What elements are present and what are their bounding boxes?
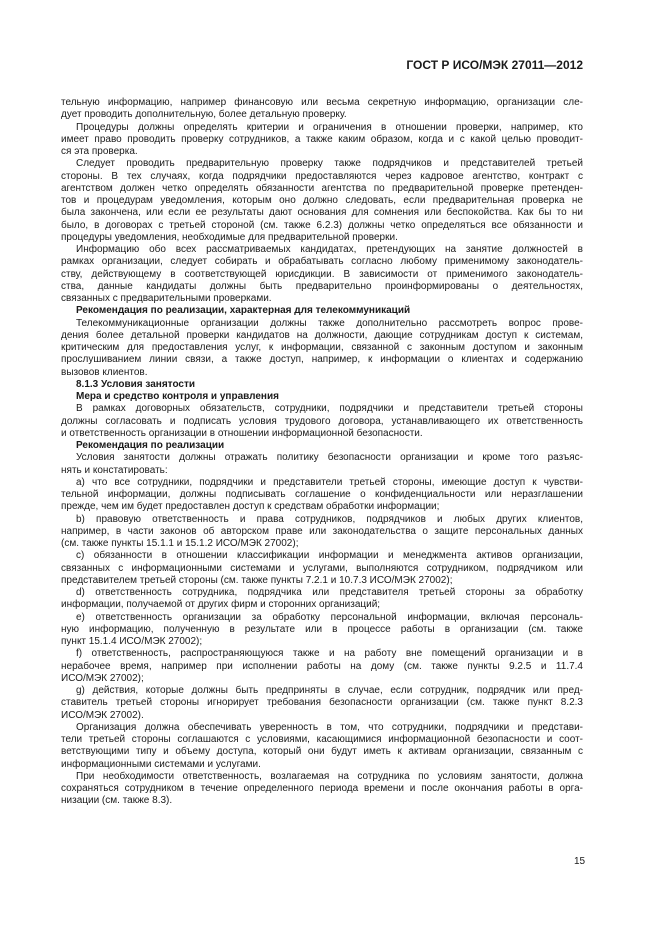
list-item-c: c) обязанности в отношении классификации информации и менеджмента активов организации, bbox=[76, 550, 583, 562]
text-line: ИСО/МЭК 27002). bbox=[61, 709, 144, 721]
text-line: должны согласовать и подписать условия трудового договора, устанавливающего их ответственность bbox=[61, 415, 583, 427]
list-item-b: b) правовую ответственность и права сотрудников, подрядчиков и любых других клиентов, bbox=[76, 513, 583, 525]
text-line: например, в части законов об авторском праве или законодательства о защите персональных данных bbox=[61, 525, 583, 537]
text-line: прослушиванием линии связи, а также доступ, например, к информации о клиентах и содержанию bbox=[61, 354, 583, 366]
text-line: рамках организации, следует собирать и обрабатывать согласно любому применимому законодатель- bbox=[61, 256, 583, 268]
text-line: Телекоммуникационные организации должны также дополнительно рассмотреть вопрос прове- bbox=[76, 317, 583, 329]
subheading-telecom-guidance: Рекомендация по реализации, характерная для телекоммуникаций bbox=[76, 305, 411, 317]
text-line: связанных с предварительными проверками. bbox=[61, 293, 272, 304]
text-line: дения более детальной проверки кандидатов на должности, дающие сотрудникам доступ к системам, bbox=[61, 329, 583, 341]
text-line: тов и процедурам уведомления, которым оно должно следовать, если предварительная проверка не bbox=[61, 195, 583, 206]
text-line: тельной информации, должны подписывать соглашение о конфиденциальности или неразглашении bbox=[61, 489, 583, 500]
text-line: процедуры уведомления, необходимые для предварительной проверки. bbox=[61, 231, 398, 243]
text-line: было, в договорах с третьей стороной (см. также 6.2.3) должны четко определяться все обязанности и bbox=[61, 219, 583, 231]
text-line: ства, данные кандидаты должны быть предварительно проинформированы о деятельностях, bbox=[61, 280, 583, 292]
list-item-a: a) что все сотрудники, подрядчики и представители третьей стороны, имеющие доступ к чувстви- bbox=[76, 476, 583, 488]
text-line: (см. также пункты 15.1.1 и 15.1.2 ИСО/МЭК 27002); bbox=[61, 538, 299, 549]
text-line: ставитель третьей стороны игнорирует требования безопасности организации (см. также пункт 8.2.3 bbox=[61, 697, 583, 709]
text-line: дует проводить дополнительную, более детальную проверку. bbox=[61, 109, 347, 121]
list-item-d: d) ответственность сотрудника, подрядчика или представителя третьей стороны за обработку bbox=[76, 587, 583, 598]
subheading-implementation-guidance: Рекомендация по реализации bbox=[76, 440, 225, 451]
text-line: стороны. В тех случаях, когда подрядчики предоставляются через кадровое агентство, контракт с bbox=[61, 170, 583, 182]
list-item-e: e) ответственность организации за обработку персональной информации, включая персональ- bbox=[76, 611, 583, 623]
text-line: ству, действующему в соответствующей юрисдикции. В зависимости от применимого законодатель- bbox=[61, 268, 583, 280]
text-line: и ответственность организации в отношении информационной безопасности. bbox=[61, 427, 423, 439]
text-line: информации, получаемой от других фирм и сторонних организаций; bbox=[61, 599, 381, 611]
section-heading-8-1-3: 8.1.3 Условия занятости bbox=[76, 378, 196, 390]
text-line: прежде, чем им будет предоставлен доступ к средствам обработки информации; bbox=[61, 501, 440, 513]
document-header-standard-code: ГОСТ Р ИСО/МЭК 27011—2012 bbox=[406, 58, 583, 72]
text-line: Следует проводить предварительную проверку также подрядчиков и представителей третьей bbox=[76, 158, 583, 170]
text-line: Информацию обо всех рассматриваемых кандидатах, претендующих на занятие должностей в bbox=[76, 244, 583, 255]
list-item-f: f) ответственность, распространяющуюся также и на работу вне помещений организации и в bbox=[76, 648, 583, 660]
text-line: представителем третьей стороны (см. также пункты 7.2.1 и 10.7.3 ИСО/МЭК 27002); bbox=[61, 574, 453, 586]
subheading-control: Мера и средство контроля и управления bbox=[76, 391, 279, 402]
text-line: низации (см. также 8.3). bbox=[61, 795, 173, 807]
text-line: сохраняться сотрудником в течение определенного периода времени и после окончания работы в орга- bbox=[61, 783, 583, 794]
text-line: ную информацию, полученную в результате или в процессе работы в организации (см. также bbox=[61, 623, 583, 635]
text-line: критическим для предоставления услуг, к информации, связанной с законным доступом и законным bbox=[61, 342, 583, 353]
text-line: ся эта проверка. bbox=[61, 146, 138, 157]
text-line: нять и констатировать: bbox=[61, 464, 168, 476]
text-line: пункт 15.1.4 ИСО/МЭК 27002); bbox=[61, 636, 203, 647]
text-line: была закончена, или если ее результаты дают основания для сомнения или беспокойства. Как бы то ни bbox=[61, 207, 583, 219]
text-line: Процедуры должны определять критерии и ограничения в отношении проверки, например, кто bbox=[76, 121, 583, 133]
text-line: Условия занятости должны отражать политику безопасности организации и кроме того разъяс- bbox=[76, 452, 583, 464]
list-item-g: g) действия, которые должны быть предприняты в случае, если сотрудник, подрядчик или пред- bbox=[76, 685, 583, 696]
text-line: Организация должна обеспечивать уверенность в том, что сотрудники, подрядчики и представи- bbox=[76, 721, 583, 733]
text-line: ветствующими типу и объему доступа, который они будут иметь к активам организации, связанным с bbox=[61, 746, 583, 758]
text-line: информационными системами и услугами. bbox=[61, 758, 261, 770]
text-line: В рамках договорных обязательств, сотрудники, подрядчики и представители третьей стороны bbox=[76, 403, 583, 415]
text-line: нерабочее время, например при исполнении работы на дому (см. также пункты 9.2.5 и 11.7.4 bbox=[61, 660, 583, 672]
text-line: тели третьей стороны соглашаются с условиями, касающимися информационной безопасности и соот- bbox=[61, 734, 583, 745]
text-line: имеет право проводить проверку сотрудников, а также каким образом, когда и с какой целью проводит- bbox=[61, 133, 583, 145]
text-line: агентством должен четко определять обязанности агентства по предварительной проверке претенден- bbox=[61, 182, 583, 194]
text-line: тельную информацию, например финансовую или весьма секретную информацию, организации сле- bbox=[61, 97, 583, 108]
text-line: При необходимости ответственность, возлагаемая на сотрудника по условиям занятости, должна bbox=[76, 770, 583, 782]
document-body bbox=[61, 97, 583, 808]
page-number: 15 bbox=[574, 856, 586, 867]
text-line: связанных с информационными системами и услугами, выполняются сотрудником, подрядчиком или bbox=[61, 562, 583, 574]
text-line: ИСО/МЭК 27002); bbox=[61, 672, 144, 684]
text-line: вызовов клиентов. bbox=[61, 366, 148, 378]
